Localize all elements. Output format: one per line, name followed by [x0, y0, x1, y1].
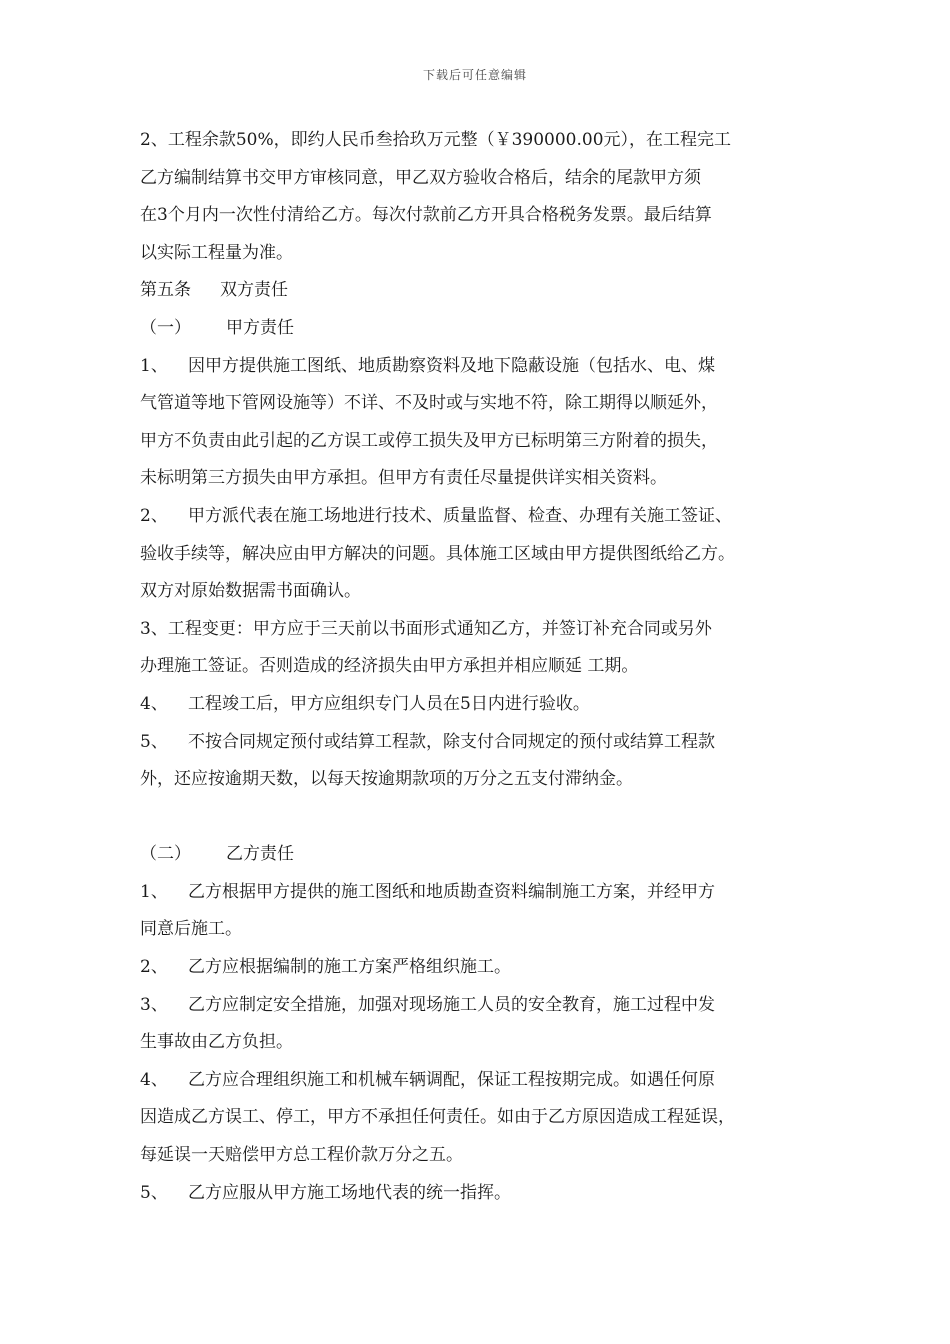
party-a-item: [140, 498, 820, 611]
paragraph-line: 以实际工程量为准。: [140, 242, 293, 263]
item-line: 气管道等地下管网设施等）不详、不及时或与实地不符，除工期得以顺延外，: [140, 393, 718, 414]
item-number: 2、: [140, 957, 168, 978]
item-first-line: [140, 724, 820, 762]
party-b-item: [140, 949, 820, 987]
item-number: 1、: [140, 355, 168, 376]
item-first-line: [140, 498, 820, 536]
item-line: 因造成乙方误工、停工，甲方不承担任何责任。如由于乙方原因造成工程延误，: [140, 1107, 735, 1128]
item-text: 乙方应合理组织施工和机械车辆调配，保证工程按期完成。如遇任何原: [188, 1069, 715, 1090]
item-text: 甲方派代表在施工场地进行技术、质量监督、检查、办理有关施工签证、: [188, 505, 732, 526]
party-a-item: [140, 348, 820, 498]
item-number: 1、: [140, 881, 168, 902]
page-header: 下载后可任意编辑: [422, 68, 527, 82]
item-line: 双方对原始数据需书面确认。: [140, 581, 361, 602]
item-text: 工程竣工后，甲方应组织专门人员在5日内进行验收。: [188, 693, 590, 714]
article-heading: [140, 272, 820, 310]
section-number: （一）: [140, 317, 191, 338]
item-number: 4、: [140, 1069, 168, 1090]
section-heading-party-a: [140, 310, 820, 348]
item-line: 同意后施工。: [140, 919, 242, 940]
article-title: 双方责任: [220, 280, 288, 301]
item-number: 4、: [140, 693, 168, 714]
item-first-line: [140, 686, 820, 724]
item-number: 2、: [140, 505, 168, 526]
item-first-line: [140, 987, 820, 1025]
item-first-line: [140, 874, 820, 912]
item-line: 验收手续等，解决应由甲方解决的问题。具体施工区域由甲方提供图纸给乙方。: [140, 543, 735, 564]
section-heading-party-b: [140, 836, 820, 874]
payment-clause: [140, 122, 820, 272]
item-line: 甲方不负责由此引起的乙方误工或停工损失及甲方已标明第三方附着的损失，: [140, 430, 718, 451]
item-number: 5、: [140, 1182, 168, 1203]
party-a-item: [140, 724, 820, 799]
section-number: （二）: [140, 844, 191, 865]
item-text: 乙方应制定安全措施，加强对现场施工人员的安全教育，施工过程中发: [188, 994, 715, 1015]
item-text: 不按合同规定预付或结算工程款，除支付合同规定的预付或结算工程款: [188, 731, 715, 752]
item-first-line: [140, 348, 820, 386]
item-text: 因甲方提供施工图纸、地质勘察资料及地下隐蔽设施（包括水、电、煤: [188, 355, 715, 376]
paragraph-line: 2、工程余款50%，即约人民币叁拾玖万元整（￥390000.00元），在工程完工: [140, 130, 732, 150]
item-number: 5、: [140, 731, 168, 752]
party-b-item: [140, 1062, 820, 1175]
section-title: 乙方责任: [226, 844, 294, 865]
paragraph-line: 在3个月内一次性付清给乙方。每次付款前乙方开具合格税务发票。最后结算: [140, 205, 712, 226]
item-line: 生事故由乙方负担。: [140, 1032, 293, 1053]
item-line: 办理施工签证。否则造成的经济损失由甲方承担并相应顺延 工期。: [140, 656, 639, 677]
paragraph-line: 乙方编制结算书交甲方审核同意，甲乙双方验收合格后，结余的尾款甲方须: [140, 167, 701, 188]
party-a-item: [140, 611, 820, 686]
party-b-item: [140, 987, 820, 1062]
document-body: [140, 122, 820, 1212]
section-title: 甲方责任: [226, 317, 294, 338]
item-first-line: [140, 1062, 820, 1100]
party-a-item: [140, 686, 820, 724]
item-line: 外，还应按逾期天数，以每天按逾期款项的万分之五支付滞纳金。: [140, 769, 633, 790]
item-text: 乙方应服从甲方施工场地代表的统一指挥。: [188, 1182, 511, 1203]
item-first-line: [140, 949, 820, 987]
item-number: 3、: [140, 994, 168, 1015]
paragraph-spacer: [140, 799, 820, 837]
item-first-line: 3、工程变更：甲方应于三天前以书面形式通知乙方，并签订补充合同或另外: [140, 618, 712, 639]
item-text: 乙方应根据编制的施工方案严格组织施工。: [188, 957, 511, 978]
article-number: 第五条: [140, 280, 191, 301]
item-text: 乙方根据甲方提供的施工图纸和地质勘查资料编制施工方案，并经甲方: [188, 881, 715, 902]
item-line: 每延误一天赔偿甲方总工程价款万分之五。: [140, 1145, 463, 1166]
party-b-item: [140, 874, 820, 949]
item-first-line: [140, 1175, 820, 1213]
party-b-item: [140, 1175, 820, 1213]
item-line: 未标明第三方损失由甲方承担。但甲方有责任尽量提供详实相关资料。: [140, 468, 667, 489]
